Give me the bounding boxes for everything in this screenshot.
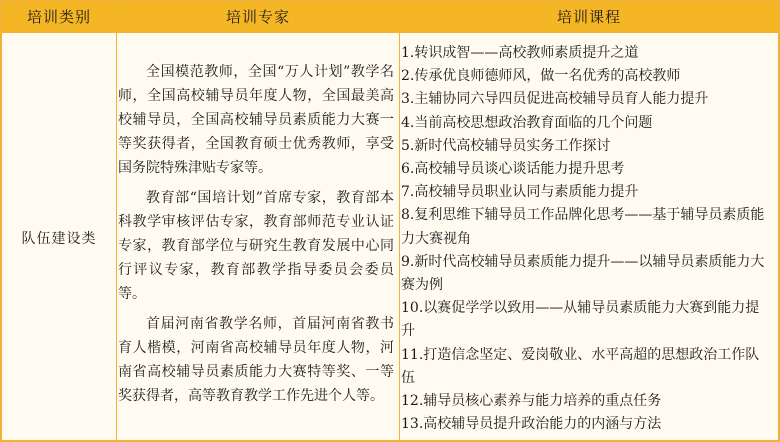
header-experts: 培训专家: [225, 8, 290, 26]
course-item: 7.高校辅导员职业认同与素质能力提升: [401, 184, 639, 201]
courses-cell: [401, 42, 773, 436]
experts-cell: [118, 60, 394, 414]
course-item: 5.新时代高校辅导员实务工作探讨: [401, 137, 611, 154]
course-item: 9.新时代高校辅导员素质能力提升——以辅导员素质能力大赛为例: [401, 253, 765, 294]
course-item: 4.当前高校思想政治教育面临的几个问题: [401, 114, 653, 131]
course-item: 1.转识成智——高校教师素质提升之道: [401, 45, 639, 61]
course-item: 13.高校辅导员提升政治能力的内涵与方法: [401, 416, 662, 433]
expert-paragraph: 教育部“国培计划”首席专家，教育部本科教学审核评估专家，教育部师范专业认证专家，教育部学位与研究生教育发展中心同行评议专家，教育部教学指导委员会委员等。: [118, 190, 394, 302]
course-item: 11.打造信念坚定、爱岗敬业、水平高超的思想政治工作队伍: [401, 346, 760, 386]
course-item: 8.复利思维下辅导员工作品牌化思考——基于辅导员素质能力大赛视角: [401, 207, 765, 247]
column-divider-2: [399, 2, 400, 442]
header-divider: [2, 32, 778, 33]
header-courses: 培训课程: [556, 8, 621, 26]
course-item: 2.传承优良师德师风，做一名优秀的高校教师: [401, 68, 681, 85]
header-category: 培训类别: [26, 8, 91, 26]
expert-paragraph: 全国模范教师，全国“万人计划”教学名师，全国高校辅导员年度人物，全国最美高校辅导员，全国高校辅导员素质能力大赛一等奖获得者，全国教育硕士优秀教师，享受国务院特殊津贴专家等。: [118, 64, 394, 176]
column-divider-1: [116, 2, 117, 442]
course-item: 10.以赛促学学以致用——从辅导员素质能力大赛到能力提升: [401, 300, 760, 340]
table-header-row: [2, 2, 778, 32]
course-item: 6.高校辅导员谈心谈话能力提升思考: [401, 161, 625, 178]
expert-paragraph: 首届河南省教学名师，首届河南省教书育人楷模，河南省高校辅导员年度人物，河南省高校辅导员素质能力大赛特等奖、一等奖获得者，高等教育教学工作先进个人等。: [118, 316, 394, 404]
category-cell: 队伍建设类: [21, 230, 97, 247]
course-item: 3.主辅协同六导四员促进高校辅导员育人能力提升: [401, 91, 709, 108]
course-item: 12.辅导员核心素养与能力培养的重点任务: [401, 393, 662, 410]
